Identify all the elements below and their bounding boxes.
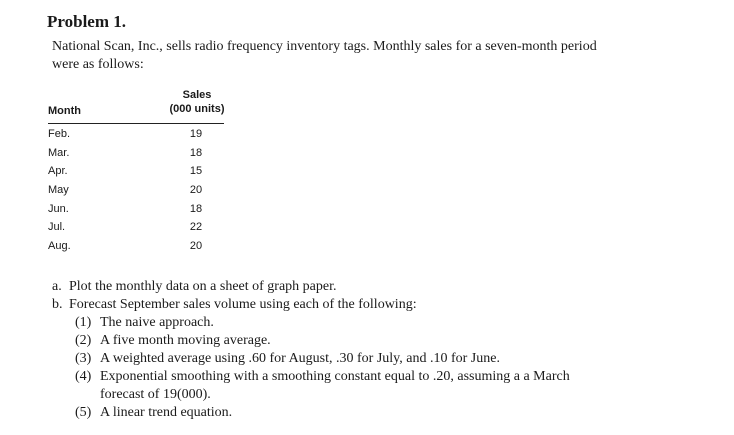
table-row: [48, 240, 224, 259]
column-header-month: Month: [48, 105, 81, 117]
sub-item-2: [75, 332, 570, 350]
column-header-sales-line-1: Sales: [182, 89, 212, 101]
table-row: [48, 147, 224, 166]
sales-cell: 19: [189, 128, 203, 140]
question-a: [52, 278, 570, 296]
month-cell: Jul.: [48, 221, 66, 234]
month-cell: May: [48, 184, 69, 197]
sub-item-text: The naive approach.: [100, 315, 214, 330]
month-cell: Feb.: [48, 128, 71, 140]
sales-cell: 15: [189, 165, 203, 178]
question-b: [52, 296, 570, 314]
table-body: [48, 128, 224, 259]
sub-item-number: (4): [75, 369, 92, 384]
sub-item-number: (5): [75, 405, 92, 420]
sub-item-text: A linear trend equation.: [100, 405, 233, 420]
table-row: [48, 165, 224, 184]
sales-cell: 18: [189, 146, 203, 159]
intro-line-2: were as follows:: [52, 57, 144, 72]
sub-item-1: [75, 314, 570, 332]
problem-intro: [52, 38, 692, 74]
intro-line-1: National Scan, Inc., sells radio frequency inventory tags. Monthly sales for a seven-month period: [52, 39, 597, 54]
sub-item-5: [75, 404, 570, 422]
column-header-sales: [164, 88, 230, 116]
question-a-text: Plot the monthly data on a sheet of graph paper.: [69, 279, 337, 294]
table-row: [48, 128, 224, 147]
month-cell: Jun.: [48, 202, 69, 215]
header-rule: [48, 123, 224, 124]
month-cell: Apr.: [48, 165, 68, 178]
month-cell: Mar.: [48, 146, 70, 159]
sub-item-text: A five month moving average.: [100, 333, 271, 348]
sub-item-number: (2): [75, 333, 92, 348]
sub-item-number: (1): [75, 315, 92, 330]
question-b-text: Forecast September sales volume using each of the following:: [69, 297, 417, 312]
question-b-subitems: [75, 314, 570, 422]
table-row: [48, 221, 224, 240]
sales-cell: 20: [189, 240, 203, 253]
sub-item-text-continued: forecast of 19(000).: [100, 387, 211, 402]
question-b-label: b.: [52, 297, 63, 312]
sales-cell: 20: [189, 184, 203, 197]
month-cell: Aug.: [48, 240, 71, 253]
problem-title: Problem 1.: [47, 12, 127, 31]
sub-item-3: [75, 350, 570, 368]
table-row: [48, 184, 224, 203]
question-a-label: a.: [52, 279, 62, 294]
sub-item-number: (3): [75, 351, 92, 366]
sub-item-text: Exponential smoothing with a smoothing constant equal to .20, assuming a a March: [100, 369, 570, 384]
column-header-sales-line-2: (000 units): [169, 103, 225, 115]
question-list: [52, 278, 570, 422]
sales-cell: 18: [189, 202, 203, 215]
sub-item-text: A weighted average using .60 for August, .30 for July, and .10 for June.: [100, 351, 500, 366]
sales-cell: 22: [189, 221, 203, 234]
sub-item-4: [75, 368, 570, 404]
table-row: [48, 203, 224, 222]
